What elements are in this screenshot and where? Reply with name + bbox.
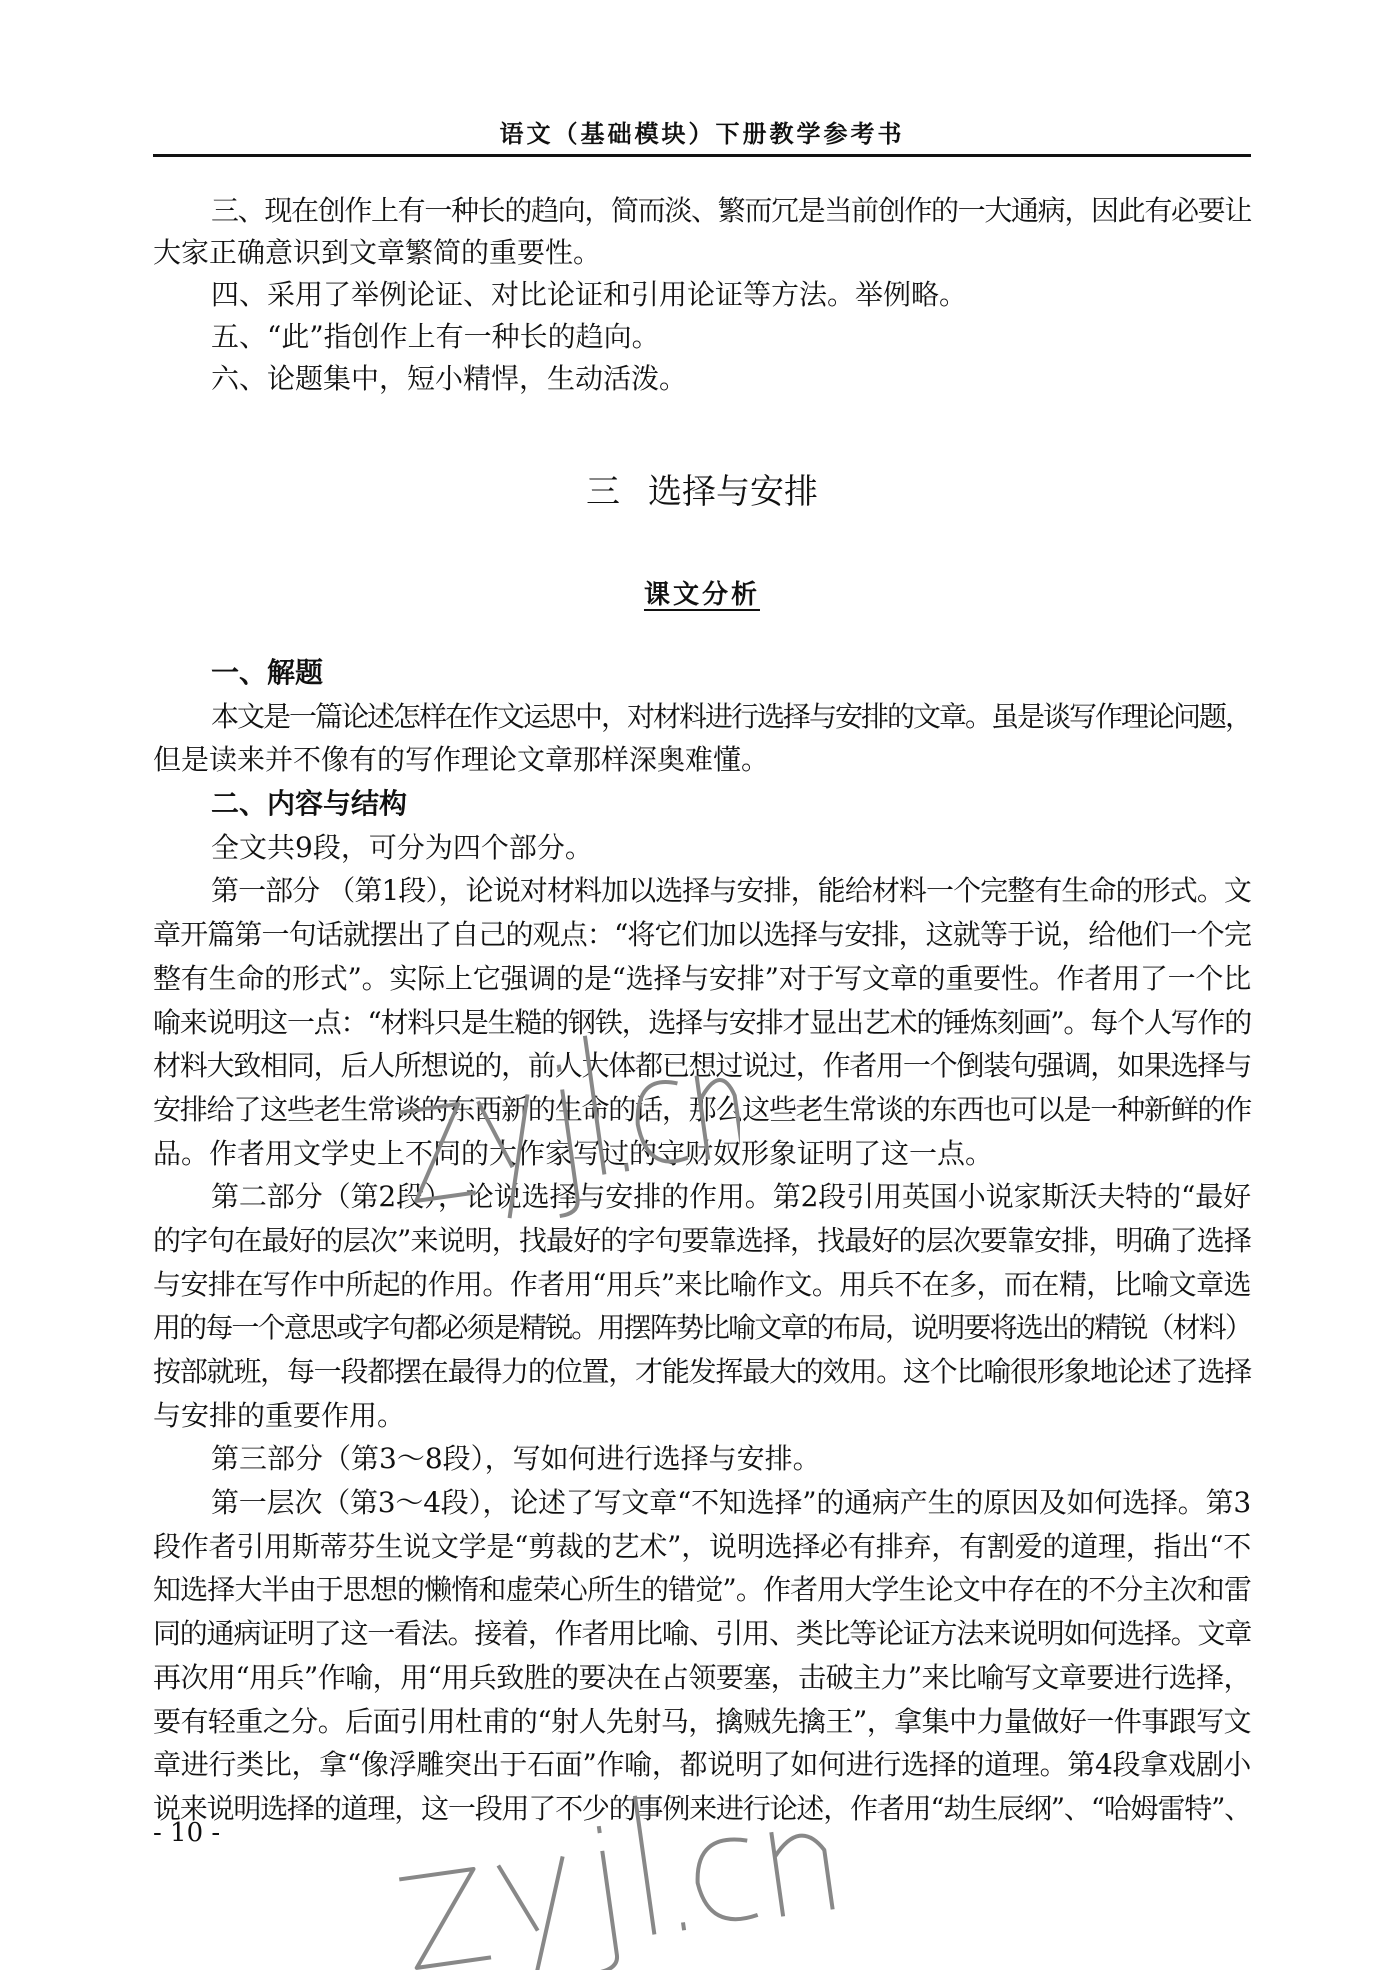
text-line <box>153 1437 1251 1481</box>
subsection-title-text: 课文分析 <box>643 580 760 610</box>
text-line-content: 四、采用了举例论证、对比论证和引用论证等方法。举例略。 <box>211 278 968 311</box>
text-line-content: 整有生命的形式”。实际上它强调的是“选择与安排”对于写文章的重要性。作者用了一个比 <box>153 961 1251 995</box>
text-line <box>153 190 1251 232</box>
header-rule <box>153 154 1251 157</box>
text-line <box>153 1394 1251 1438</box>
section-title-text: 选择与安排 <box>648 472 818 512</box>
analysis-body <box>153 651 1251 1831</box>
text-line-content: 二、内容与结构 <box>211 787 408 821</box>
text-line-content: 喻来说明这一点：“材料只是生糙的钢铁，选择与安排才显出艺术的锤炼刻画”。每个人写作的 <box>153 1005 1251 1039</box>
text-line-content: 段作者引用斯蒂芬生说文学是“剪裁的艺术”，说明选择必有排弃，有割爱的道理，指出“不 <box>153 1529 1251 1563</box>
text-line-content: 第三部分（第3～8段），写如何进行选择与安排。 <box>211 1442 821 1476</box>
text-line <box>153 826 1251 870</box>
text-line <box>153 1350 1251 1394</box>
text-line-content: 知选择大半由于思想的懒惰和虚荣心所生的错觉”。作者用大学生论文中存在的不分主次和雷 <box>153 1573 1251 1607</box>
text-line <box>153 1219 1251 1263</box>
text-line-content: 的字句在最好的层次”来说明，找最好的字句要靠选择，找最好的层次要靠安排，明确了选择 <box>153 1223 1251 1257</box>
answer-list <box>153 190 1251 400</box>
text-line <box>153 1656 1251 1700</box>
text-line <box>153 738 1251 782</box>
text-line <box>153 1132 1251 1176</box>
text-line-content: 第二部分（第2段），论说选择与安排的作用。第2段引用英国小说家斯沃夫特的“最好 <box>211 1180 1251 1214</box>
text-line <box>153 957 1251 1001</box>
heading-line <box>153 782 1251 826</box>
text-line-content: 按部就班，每一段都摆在最得力的位置，才能发挥最大的效用。这个比喻很形象地论述了选择 <box>153 1355 1251 1388</box>
text-line <box>153 232 1251 274</box>
text-line <box>153 1481 1251 1525</box>
running-header: 语文（基础模块）下册教学参考书 <box>499 120 905 148</box>
text-line-content: 章进行类比，拿“像浮雕突出于石面”作喻，都说明了如何进行选择的道理。第4段拿戏剧小 <box>153 1748 1251 1782</box>
text-line-content: 与安排在写作中所起的作用。作者用“用兵”来比喻作文。用兵不在多，而在精，比喻文章选 <box>153 1267 1251 1301</box>
subsection-title <box>153 574 1251 611</box>
text-line-content: 一、解题 <box>211 656 324 689</box>
text-line <box>153 1263 1251 1307</box>
text-line-content: 三、现在创作上有一种长的趋向，简而淡、繁而冗是当前创作的一大通病，因此有必要让 <box>211 194 1251 227</box>
text-line <box>153 274 1251 316</box>
text-line <box>153 1175 1251 1219</box>
section-number: 三 <box>586 472 620 512</box>
text-line-content: 与安排的重要作用。 <box>153 1398 406 1432</box>
text-line-content: 五、“此”指创作上有一种长的趋向。 <box>211 320 660 353</box>
text-line-content: 本文是一篇论述怎样在作文运思中，对材料进行选择与安排的文章。虽是谈写作理论问题， <box>211 699 1251 733</box>
text-line-content: 同的通病证明了这一看法。接着，作者用比喻、引用、类比等论证方法来说明如何选择。文章 <box>153 1617 1251 1651</box>
text-line-content: 说来说明选择的道理，这一段用了不少的事例来进行论述，作者用“劫生辰纲”、“哈姆雷特”、 <box>153 1791 1251 1825</box>
text-line <box>153 913 1251 957</box>
text-line <box>153 316 1251 358</box>
text-line <box>153 1044 1251 1088</box>
text-line <box>153 1525 1251 1569</box>
text-line-content: 再次用“用兵”作喻，用“用兵致胜的要决在占领要塞，击破主力”来比喻写文章要进行选择， <box>153 1660 1251 1694</box>
text-line <box>153 695 1251 739</box>
text-line <box>153 1001 1251 1045</box>
text-line <box>153 1088 1251 1132</box>
text-line-content: 第一部分 （第1段），论说对材料加以选择与安排，能给材料一个完整有生命的形式。文 <box>211 874 1251 908</box>
text-line <box>153 1743 1251 1787</box>
text-line <box>153 1787 1251 1831</box>
text-line <box>153 358 1251 400</box>
text-line-content: 六、论题集中，短小精悍，生动活泼。 <box>211 362 688 395</box>
text-line-content: 第一层次（第3～4段），论述了写文章“不知选择”的通病产生的原因及如何选择。第3 <box>211 1486 1251 1520</box>
text-line <box>153 1306 1251 1350</box>
heading-line <box>153 651 1251 695</box>
text-line-content: 要有轻重之分。后面引用杜甫的“射人先射马，擒贼先擒王”，拿集中力量做好一件事跟写文 <box>153 1704 1251 1738</box>
text-line-content: 安排给了这些老生常谈的东西新的生命的话，那么这些老生常谈的东西也可以是一种新鲜的作 <box>153 1092 1251 1126</box>
text-line <box>153 1612 1251 1656</box>
text-line-content: 大家正确意识到文章繁简的重要性。 <box>153 236 602 269</box>
text-line-content: 品。作者用文学史上不同的大作家写过的守财奴形象证明了这一点。 <box>153 1136 994 1170</box>
text-line-content: 全文共9段，可分为四个部分。 <box>211 830 593 864</box>
page-number: - 10 - <box>153 1818 221 1848</box>
text-line-content: 章开篇第一句话就摆出了自己的观点：“将它们加以选择与安排，这就等于说，给他们一个完 <box>153 918 1251 952</box>
text-line-content: 材料大致相同，后人所想说的，前人大体都已想过说过，作者用一个倒装句强调，如果选择与 <box>153 1049 1251 1083</box>
text-line <box>153 1700 1251 1744</box>
text-line-content: 用的每一个意思或字句都必须是精锐。用摆阵势比喻文章的布局，说明要将选出的精锐（材料） <box>153 1311 1251 1345</box>
text-line <box>153 869 1251 913</box>
text-line-content: 但是读来并不像有的写作理论文章那样深奥难懂。 <box>153 743 770 777</box>
text-line <box>153 1568 1251 1612</box>
section-title <box>153 464 1251 513</box>
